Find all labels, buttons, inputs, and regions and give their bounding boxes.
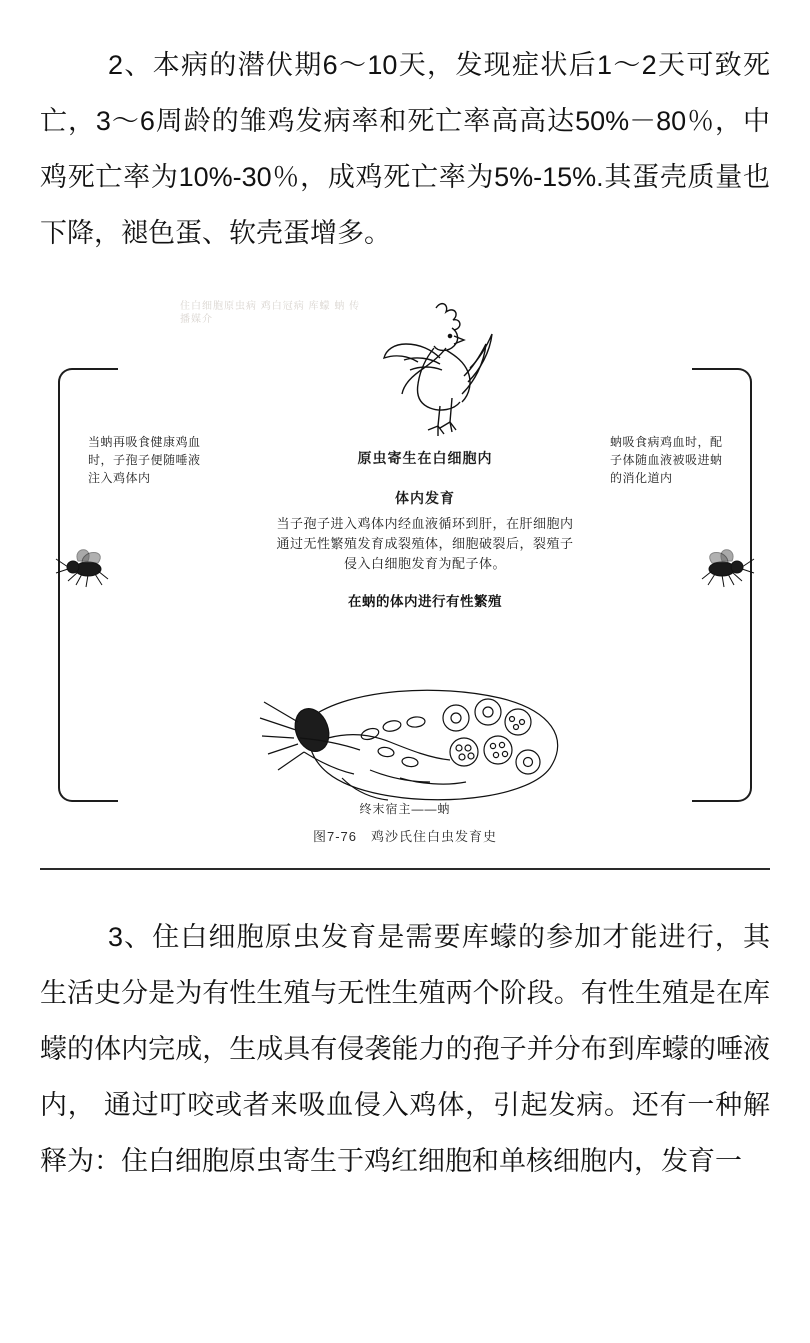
paragraph-top-text: 本病的潜伏期6～10天，发现症状后1～2天可致死亡，3～6周龄的雏鸡发病率和死亡率高高达50%－80％，中鸡死亡率为10%-30％，成鸡死亡率为5%-15%.其蛋壳质量也下降，褪色蛋、软壳蛋增多。 — [40, 50, 770, 248]
figure-center-column — [275, 298, 575, 610]
paragraph-top-number: 2、 — [108, 50, 153, 80]
figure-ghost-text: 住白细胞原虫病 鸡白冠病 库蠓 蚋 传播媒介 — [180, 301, 361, 325]
figure-caption: 图7-76 鸡沙氏住白虫发育史 — [312, 829, 498, 844]
paragraph-bottom-number: 3、 — [108, 922, 153, 952]
document-page — [0, 27, 810, 1343]
figure-block — [40, 288, 770, 870]
figure-mid-body: 当子孢子进入鸡体内经血液循环到肝，在肝细胞内通过无性繁殖发育成裂殖体，细胞破裂后，裂殖子侵入白细胞发育为配子体。 — [276, 516, 574, 571]
paragraph-top — [40, 27, 770, 261]
figure-host-label: 终末宿主——蚋 — [359, 802, 451, 816]
liver-diagram-icon — [250, 678, 590, 818]
paragraph-bottom-text: 住白细胞原虫发育是需要库蠓的参加才能进行，其生活史分是为有性生殖与无性生殖两个阶段。有性生殖是在库蠓的体内完成，生成具有侵袭能力的孢子并分布到库蠓的唾液内， 通过叮咬或者来吸血侵入鸡体，引起发病。还有一种解释为：住白细胞原虫寄生于鸡红细胞和单核细胞内，发育一 — [40, 922, 770, 1176]
figure-mid-label: 体内发育 — [395, 490, 455, 506]
figure-bottom-label: 在蚋的体内进行有性繁殖 — [348, 594, 502, 609]
figure-right-note: 蚋吸食病鸡血时，配子体随血液被吸进蚋的消化道内 — [610, 435, 723, 485]
blackfly-left-icon — [48, 543, 118, 589]
blackfly-right-icon — [692, 543, 762, 589]
paragraph-bottom — [40, 897, 770, 1189]
figure-left-note: 当蚋再吸食健康鸡血时，子孢子便随唾液注入鸡体内 — [88, 435, 201, 485]
figure-top-label: 原虫寄生在白细胞内 — [357, 450, 493, 466]
figure-illustration — [40, 288, 770, 853]
